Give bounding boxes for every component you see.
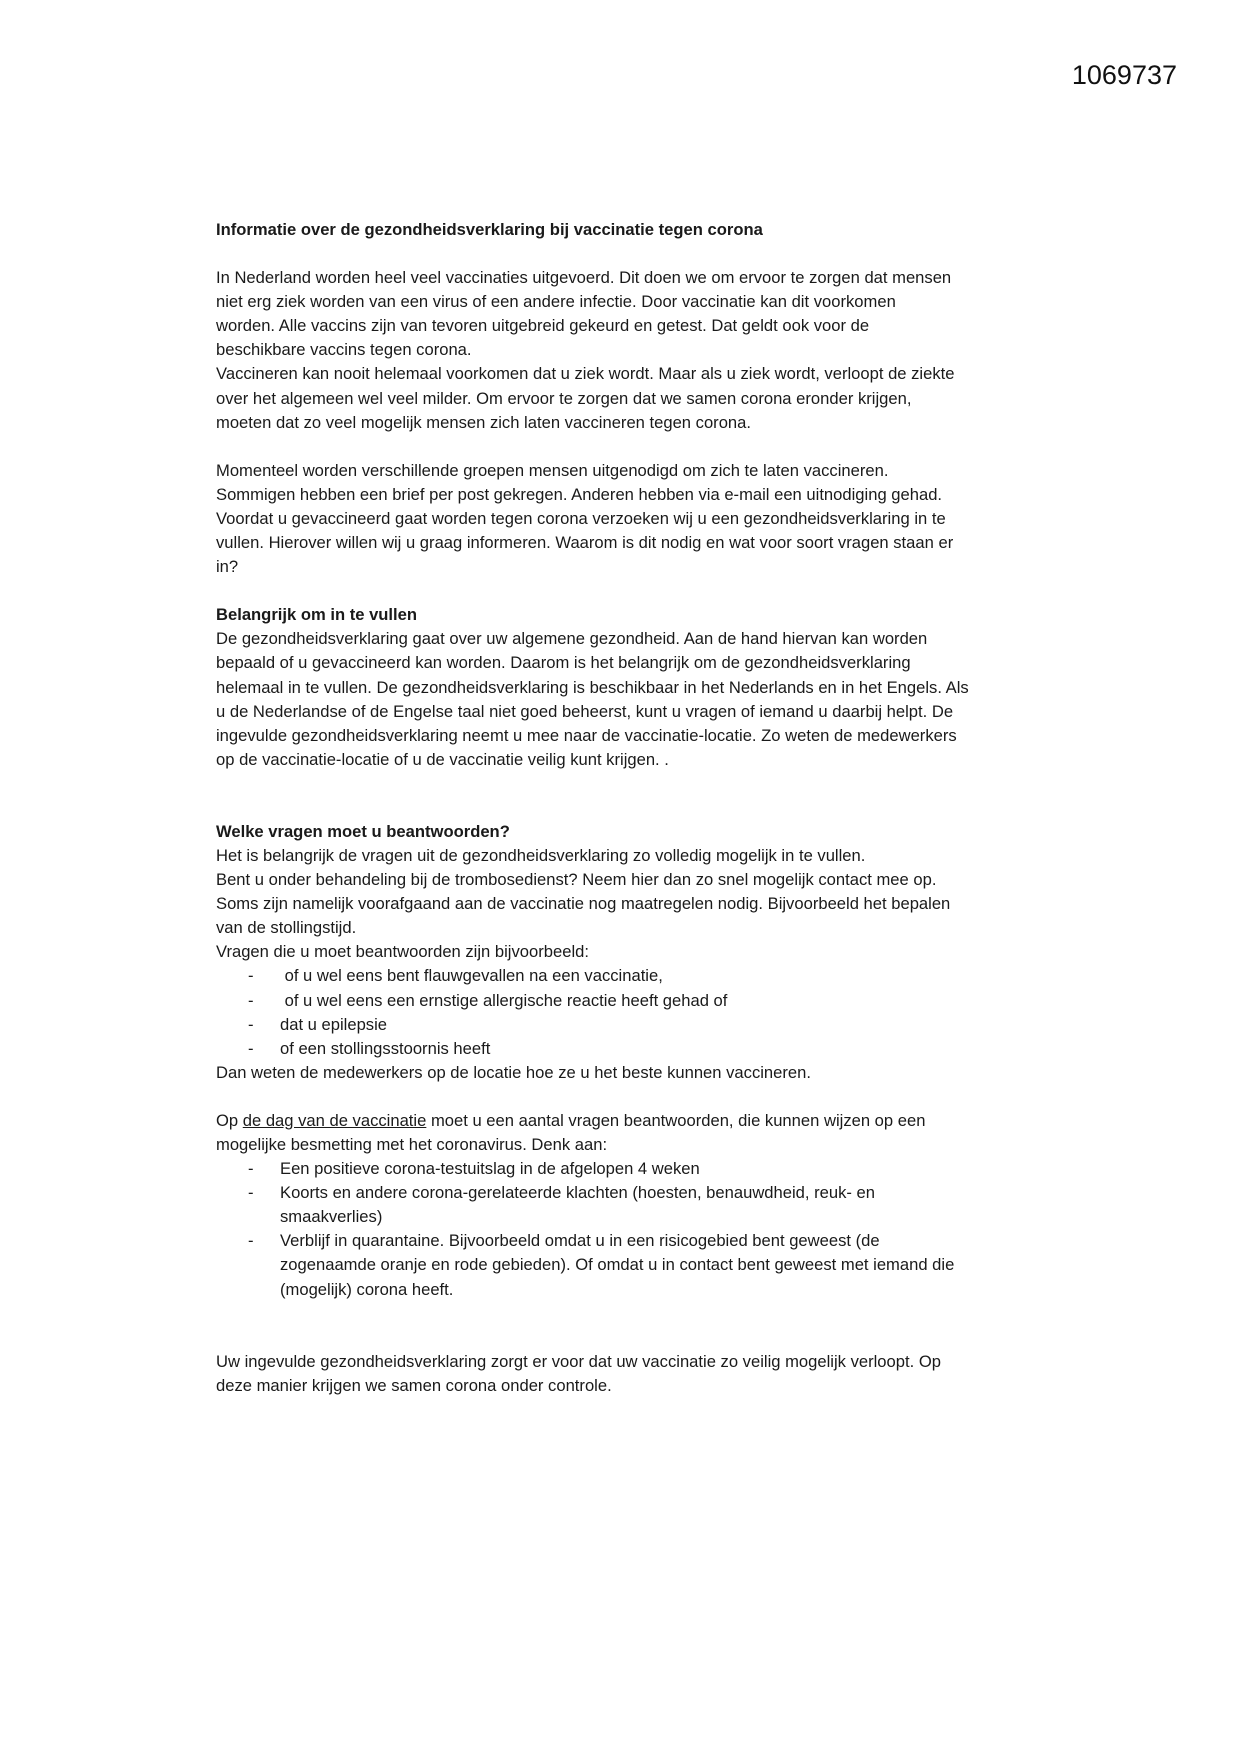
list-item-text: of u wel eens een ernstige allergische reactie heeft gehad of — [280, 990, 728, 1010]
list-item — [216, 1013, 1036, 1037]
list-item-text: smaakverlies) — [280, 1207, 383, 1227]
underlined-text: de dag van de vaccinatie — [242, 1110, 427, 1130]
groups-line: vullen. Hierover willen wij u graag informeren. Waarom is dit nodig en wat voor soort vragen staan er — [216, 533, 954, 553]
section-heading: Belangrijk om in te vullen — [216, 605, 418, 625]
document-title: Informatie over de gezondheidsverklaring bij vaccinatie tegen corona — [216, 220, 763, 239]
list-item-text: Koorts en andere corona-gerelateerde klachten (hoesten, benauwdheid, reuk- en — [280, 1183, 876, 1203]
section-dag-van-vaccinatie — [216, 1109, 1036, 1302]
section-line — [216, 1109, 1036, 1133]
section-line: bepaald of u gevaccineerd kan worden. Daarom is het belangrijk om de gezondheidsverklaring — [216, 653, 911, 673]
dash-bullet: - — [248, 1231, 254, 1251]
dash-bullet: - — [248, 990, 254, 1010]
list-item — [216, 1181, 1036, 1229]
symptom-list — [216, 1157, 1036, 1302]
intro-line: In Nederland worden heel veel vaccinaties uitgevoerd. Dit doen we om ervoor te zorgen dat mensen — [216, 268, 952, 288]
list-item-text: of een stollingsstoornis heeft — [280, 1038, 491, 1058]
section-paragraph — [216, 627, 1036, 772]
closing-line: deze manier krijgen we samen corona onder controle. — [216, 1375, 612, 1395]
list-item-text: (mogelijk) corona heeft. — [280, 1279, 454, 1299]
section-belangrijk — [216, 603, 1036, 772]
dash-bullet: - — [248, 1159, 254, 1179]
section-line: van de stollingstijd. — [216, 918, 357, 938]
dash-bullet: - — [248, 1038, 254, 1058]
section-welke-vragen — [216, 820, 1036, 1085]
section-line: op de vaccinatie-locatie of u de vaccinatie veilig kunt krijgen. . — [216, 749, 669, 769]
section-line: Bent u onder behandeling bij de trombosedienst? Neem hier dan zo snel mogelijk contact mee op. — [216, 870, 937, 890]
section-line: Soms zijn namelijk voorafgaand aan de vaccinatie nog maatregelen nodig. Bijvoorbeeld het bepalen — [216, 894, 951, 914]
intro-paragraph — [216, 266, 1036, 435]
groups-line: Sommigen hebben een brief per post gekregen. Anderen hebben via e-mail een uitnodiging gehad. — [216, 484, 943, 504]
text-prefix: Op — [216, 1110, 243, 1130]
dash-bullet: - — [248, 966, 254, 986]
dash-bullet: - — [248, 1014, 254, 1034]
section-heading: Welke vragen moet u beantwoorden? — [216, 821, 510, 841]
document-number: 1069737 — [1071, 60, 1177, 90]
list-item — [216, 1157, 1036, 1181]
intro-line: moeten dat zo veel mogelijk mensen zich laten vaccineren tegen corona. — [216, 412, 751, 432]
groups-paragraph — [216, 459, 1036, 579]
document-body — [216, 218, 1036, 1422]
groups-line: Momenteel worden verschillende groepen mensen uitgenodigd om zich te laten vaccineren. — [216, 460, 889, 480]
section-line: De gezondheidsverklaring gaat over uw algemene gezondheid. Aan de hand hiervan kan worden — [216, 629, 928, 649]
question-list — [216, 964, 1036, 1060]
intro-line: over het algemeen wel veel milder. Om ervoor te zorgen dat we samen corona eronder krijgen, — [216, 388, 912, 408]
section-line: helemaal in te vullen. De gezondheidsverklaring is beschikbaar in het Nederlands en in het Engels. Als — [216, 677, 969, 697]
section-line: u de Nederlandse of de Engelse taal niet goed beheerst, kunt u vragen of iemand u daarbij helpt. De — [216, 701, 954, 721]
list-item — [216, 989, 1036, 1013]
dash-bullet: - — [248, 1183, 254, 1203]
list-item-text: dat u epilepsie — [280, 1014, 388, 1034]
section-line: Dan weten de medewerkers op de locatie hoe ze u het beste kunnen vaccineren. — [216, 1062, 811, 1082]
closing-line: Uw ingevulde gezondheidsverklaring zorgt er voor dat uw vaccinatie zo veilig mogelijk verloopt. Op — [216, 1351, 941, 1371]
intro-line: worden. Alle vaccins zijn van tevoren uitgebreid gekeurd en getest. Dat geldt ook voor de — [216, 316, 870, 336]
intro-line: niet erg ziek worden van een virus of een andere infectie. Door vaccinatie kan dit voorkomen — [216, 292, 896, 312]
groups-line: Voordat u gevaccineerd gaat worden tegen corona verzoeken wij u een gezondheidsverklaring in te — [216, 508, 946, 528]
list-item — [216, 1229, 1036, 1301]
intro-line: Vaccineren kan nooit helemaal voorkomen dat u ziek wordt. Maar als u ziek wordt, verloopt de ziekte — [216, 364, 955, 384]
groups-line: in? — [216, 557, 239, 577]
section-line: Vragen die u moet beantwoorden zijn bijvoorbeeld: — [216, 942, 589, 962]
list-item — [216, 1037, 1036, 1061]
list-item-text: Een positieve corona-testuitslag in de afgelopen 4 weken — [280, 1159, 700, 1179]
section-line: ingevulde gezondheidsverklaring neemt u mee naar de vaccinatie-locatie. Zo weten de medewerkers — [216, 725, 957, 745]
list-item-text: zogenaamde oranje en rode gebieden). Of omdat u in contact bent geweest met iemand die — [280, 1255, 955, 1275]
list-item-text: Verblijf in quarantaine. Bijvoorbeeld omdat u in een risicogebied bent geweest (de — [280, 1231, 880, 1251]
text-suffix: moet u een aantal vragen beantwoorden, die kunnen wijzen op een — [426, 1110, 926, 1130]
closing-paragraph — [216, 1350, 1036, 1398]
section-line: mogelijke besmetting met het coronavirus. Denk aan: — [216, 1135, 608, 1154]
list-item — [216, 964, 1036, 988]
list-item-text: of u wel eens bent flauwgevallen na een vaccinatie, — [280, 966, 663, 986]
section-line: Het is belangrijk de vragen uit de gezondheidsverklaring zo volledig mogelijk in te vullen. — [216, 845, 866, 865]
intro-line: beschikbare vaccins tegen corona. — [216, 340, 472, 360]
